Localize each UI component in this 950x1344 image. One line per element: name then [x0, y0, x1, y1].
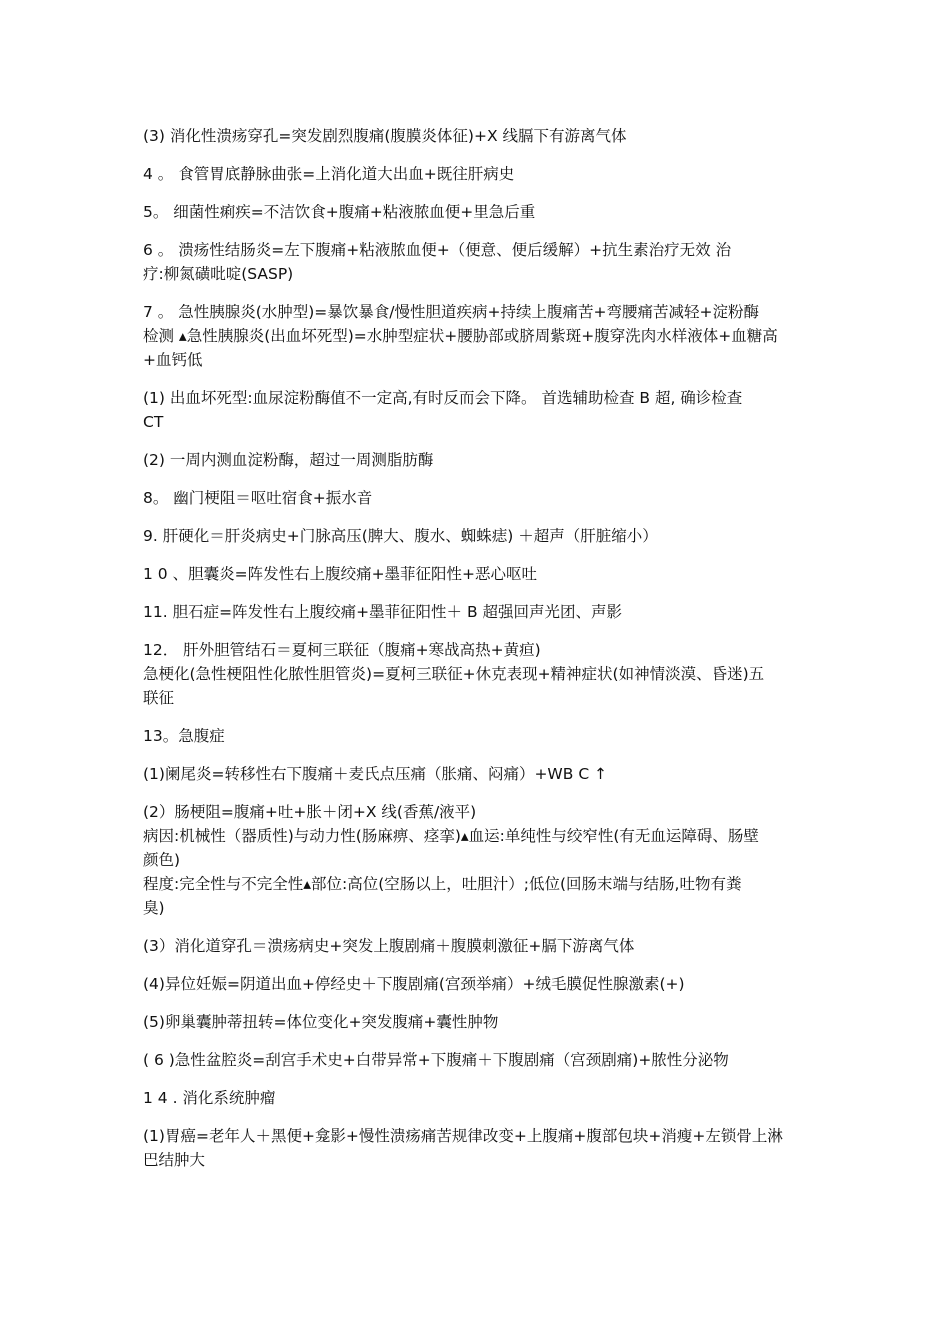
text-line: 11. 胆石症=阵发性右上腹绞痛+墨菲征阳性＋ B 超强回声光团、声影 [143, 603, 623, 621]
text-line: (1)阑尾炎=转移性右下腹痛＋麦氏点压痛（胀痛、闷痛）+WB C ↑ [143, 765, 608, 783]
text-line: 5。 细菌性痢疾=不洁饮食+腹痛+粘液脓血便+里急后重 [143, 203, 536, 221]
paragraph [143, 934, 811, 958]
text-line: 7 。 急性胰腺炎(水肿型)=暴饮暴食/慢性胆道疾病+持续上腹痛苦+弯腰痛苦减轻+淀粉酶 [143, 303, 759, 321]
text-line: 联征 [143, 689, 175, 707]
text-line: 1 4 . 消化系统肿瘤 [143, 1089, 276, 1107]
text-line: (3) 消化性溃疡穿孔=突发剧烈腹痛(腹膜炎体征)+X 线膈下有游离气体 [143, 127, 627, 145]
text-line: +血钙低 [143, 351, 203, 369]
paragraph [143, 486, 811, 510]
text-line: 臭) [143, 899, 165, 917]
paragraph [143, 124, 811, 148]
text-line: 6 。 溃疡性结肠炎=左下腹痛+粘液脓血便+（便意、便后缓解）+抗生素治疗无效 治 [143, 241, 732, 259]
paragraph [143, 386, 811, 434]
text-line: 病因:机械性（器质性)与动力性(肠麻痹、痉挛)▴血运:单纯性与绞窄性(有无血运障碍、肠壁 [143, 827, 759, 845]
paragraph [143, 800, 811, 920]
text-line: (4)异位妊娠=阴道出血+停经史＋下腹剧痛(宫颈举痛）+绒毛膜促性腺激素(+) [143, 975, 685, 993]
paragraph [143, 200, 811, 224]
text-line: 13。急腹症 [143, 727, 225, 745]
text-line: 巴结肿大 [143, 1151, 206, 1169]
paragraph [143, 1048, 811, 1072]
paragraph [143, 1124, 811, 1172]
text-line: (2) 一周内测血淀粉酶，超过一周测脂肪酶 [143, 451, 434, 469]
text-line: 8。 幽门梗阻＝呕吐宿食+振水音 [143, 489, 373, 507]
text-line: (2）肠梗阻=腹痛+吐+胀＋闭+X 线(香蕉/液平) [143, 803, 477, 821]
text-line: 疗:柳氮磺吡啶(SASP) [143, 265, 294, 283]
text-line: 9. 肝硬化＝肝炎病史+门脉高压(脾大、腹水、蜘蛛痣) ＋超声（肝脏缩小） [143, 527, 658, 545]
paragraph [143, 448, 811, 472]
text-line: 检测 ▴急性胰腺炎(出血坏死型)=水肿型症状+腰胁部或脐周紫斑+腹穿洗肉水样液体+血糖高 [143, 327, 778, 345]
paragraph [143, 638, 811, 710]
paragraph [143, 238, 811, 286]
text-line: 颜色) [143, 851, 181, 869]
text-line: (3）消化道穿孔＝溃疡病史+突发上腹剧痛＋腹膜刺激征+膈下游离气体 [143, 937, 635, 955]
paragraph [143, 600, 811, 624]
paragraph [143, 1010, 811, 1034]
text-line: 1 0 、胆囊炎=阵发性右上腹绞痛+墨菲征阳性+恶心呕吐 [143, 565, 538, 583]
text-line: 12． 肝外胆管结石＝夏柯三联征（腹痛+寒战高热+黄疸) [143, 641, 541, 659]
paragraph [143, 762, 811, 786]
text-line: 程度:完全性与不完全性▴部位:高位(空肠以上，吐胆汁）;低位(回肠末端与结肠,吐物有粪 [143, 875, 742, 893]
text-line: (1) 出血坏死型:血尿淀粉酶值不一定高,有时反而会下降。 首选辅助检查 B 超, 确诊检查 [143, 389, 743, 407]
text-line: (5)卵巢囊肿蒂扭转=体位变化+突发腹痛+囊性肿物 [143, 1013, 499, 1031]
paragraph [143, 524, 811, 548]
paragraph [143, 724, 811, 748]
text-line: 急梗化(急性梗阻性化脓性胆管炎)=夏柯三联征+休克表现+精神症状(如神情淡漠、昏迷)五 [143, 665, 765, 683]
paragraph [143, 300, 811, 372]
text-line: 4 。 食管胃底静脉曲张=上消化道大出血+既往肝病史 [143, 165, 515, 183]
paragraph [143, 972, 811, 996]
text-line: ( 6 )急性盆腔炎=刮宫手术史+白带异常+下腹痛＋下腹剧痛（宫颈剧痛)+脓性分泌物 [143, 1051, 729, 1069]
paragraph [143, 162, 811, 186]
text-line: CT [143, 413, 164, 431]
document-body [143, 124, 811, 1186]
text-line: (1)胃癌=老年人＋黑便+龛影+慢性溃疡痛苦规律改变+上腹痛+腹部包块+消瘦+左锁骨上淋 [143, 1127, 783, 1145]
paragraph [143, 562, 811, 586]
paragraph [143, 1086, 811, 1110]
